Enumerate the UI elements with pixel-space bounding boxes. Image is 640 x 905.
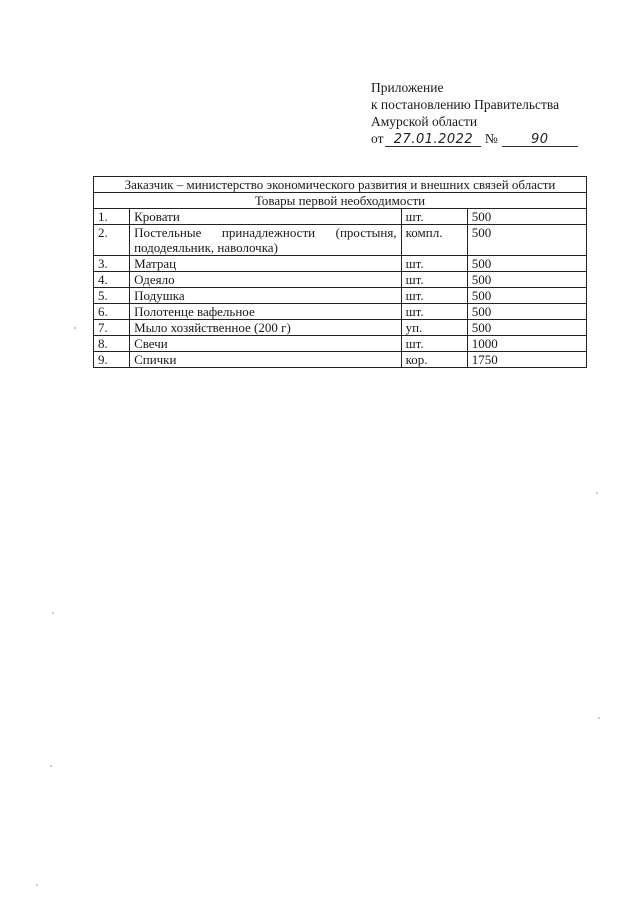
- item-unit: шт.: [401, 272, 467, 288]
- section-cell: Товары первой необходимости: [94, 193, 587, 209]
- item-quantity: 1000: [467, 336, 586, 352]
- item-unit: шт.: [401, 288, 467, 304]
- item-quantity: 500: [467, 209, 586, 225]
- item-quantity: 500: [467, 320, 586, 336]
- row-number: 2.: [94, 225, 130, 256]
- item-quantity: 500: [467, 288, 586, 304]
- appendix-resolution-ref: к постановлению Правительства: [371, 97, 560, 112]
- scan-speck: [74, 327, 76, 329]
- date-prefix: от: [371, 131, 384, 146]
- item-name: Мыло хозяйственное (200 г): [130, 320, 402, 336]
- scan-speck: [52, 612, 54, 614]
- row-number: 3.: [94, 256, 130, 272]
- table-row: [94, 272, 587, 288]
- appendix-date-number-line: [371, 130, 611, 147]
- handwritten-number: 90: [502, 133, 578, 147]
- item-quantity: 500: [467, 272, 586, 288]
- section-row: [94, 193, 587, 209]
- item-unit: шт.: [401, 336, 467, 352]
- item-name: Свечи: [130, 336, 402, 352]
- table-row: [94, 256, 587, 272]
- item-name: Спички: [130, 352, 402, 368]
- scan-speck: [36, 884, 38, 886]
- row-number: 5.: [94, 288, 130, 304]
- scan-speck: [598, 717, 600, 719]
- row-number: 1.: [94, 209, 130, 225]
- customer-cell: Заказчик – министерство экономического развития и внешних связей области: [94, 177, 587, 193]
- item-unit: шт.: [401, 209, 467, 225]
- table-row: [94, 209, 587, 225]
- item-unit: компл.: [401, 225, 467, 256]
- item-unit: шт.: [401, 304, 467, 320]
- item-unit: кор.: [401, 352, 467, 368]
- item-quantity: 500: [467, 225, 586, 256]
- row-number: 7.: [94, 320, 130, 336]
- table-row: [94, 225, 587, 256]
- row-number: 4.: [94, 272, 130, 288]
- item-name: Одеяло: [130, 272, 402, 288]
- item-name: Постельные принадлежности (простыня, пододеяльник, наволочка): [130, 225, 402, 256]
- customer-row: [94, 177, 587, 193]
- row-number: 6.: [94, 304, 130, 320]
- item-name: Матрац: [130, 256, 402, 272]
- appendix-header: [371, 79, 611, 147]
- table-row: [94, 352, 587, 368]
- scan-speck: [50, 765, 52, 767]
- table-row: [94, 288, 587, 304]
- table-row: [94, 304, 587, 320]
- item-quantity: 500: [467, 304, 586, 320]
- table-row: [94, 336, 587, 352]
- item-name: Подушка: [130, 288, 402, 304]
- table-row: [94, 320, 587, 336]
- scan-speck: [596, 492, 598, 494]
- item-unit: шт.: [401, 256, 467, 272]
- number-sign: №: [484, 131, 498, 146]
- item-name: Кровати: [130, 209, 402, 225]
- row-number: 9.: [94, 352, 130, 368]
- item-quantity: 500: [467, 256, 586, 272]
- item-unit: уп.: [401, 320, 467, 336]
- appendix-region: Амурской области: [371, 114, 478, 129]
- item-quantity: 1750: [467, 352, 586, 368]
- handwritten-date: 27.01.2022: [385, 133, 481, 147]
- item-name: Полотенце вафельное: [130, 304, 402, 320]
- goods-table: [93, 176, 587, 368]
- row-number: 8.: [94, 336, 130, 352]
- appendix-title: Приложение: [371, 80, 444, 95]
